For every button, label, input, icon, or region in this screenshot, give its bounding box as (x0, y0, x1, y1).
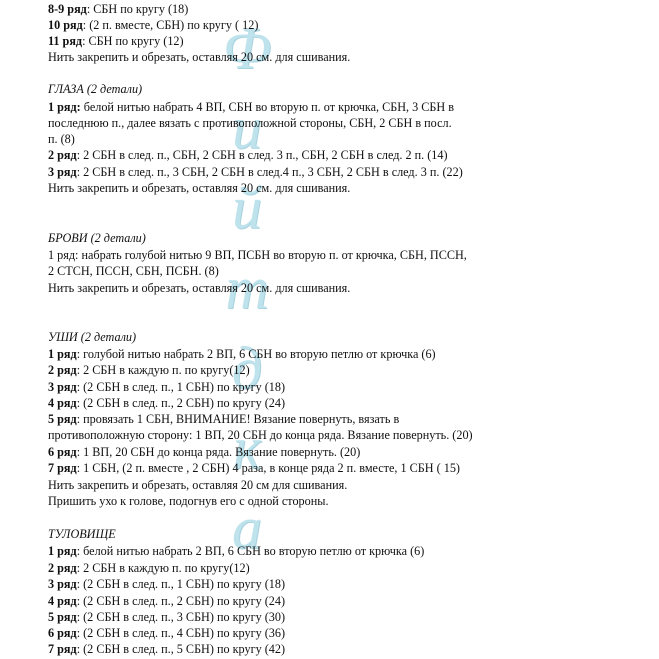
row-text: Нить закрепить и обрезать, оставляя 20 см. для сшивания. (48, 181, 351, 195)
text-line (48, 594, 285, 609)
row-text: : (2 СБН в след. п., 2 СБН) по кругу (24) (76, 594, 286, 608)
row-label: 5 ряд (48, 412, 77, 426)
text-line (48, 34, 184, 49)
text-line (48, 642, 285, 657)
row-text: 1 ряд: набрать голубой нитью 9 ВП, ПСБН во вторую п. от крючка, СБН, ПССН, (48, 248, 467, 262)
text-line (48, 363, 250, 378)
text-line (48, 412, 399, 427)
text-line (48, 100, 454, 115)
watermark-letter: и (232, 95, 262, 161)
row-text: противоположную сторону: 1 ВП, 20 СБН до конца ряда. Вязание повернуть. (20) (48, 428, 473, 442)
text-line (48, 148, 448, 163)
text-line (48, 347, 436, 362)
row-text: Нить закрепить и обрезать, оставляя 20 см для сшивания. (48, 478, 348, 492)
text-line (48, 248, 467, 263)
text-line (48, 50, 350, 65)
row-text: : (2 СБН в след. п., 5 СБН) по кругу (42) (76, 642, 286, 656)
row-text: п. (8) (48, 132, 75, 146)
row-label: 2 ряд (48, 148, 77, 162)
text-line (48, 577, 285, 592)
row-label: 4 ряд (48, 594, 77, 608)
text-line (48, 181, 350, 196)
row-text: : 2 СБН в каждую п. по кругу(12) (76, 561, 250, 575)
row-label: 4 ряд (48, 396, 77, 410)
row-label: 1 ряд (48, 544, 77, 558)
watermark-letter: а (232, 495, 262, 561)
text-line (48, 2, 188, 17)
watermark-letter: д (231, 335, 263, 401)
row-label: 2 ряд (48, 363, 77, 377)
text-line (48, 380, 285, 395)
section-heading: ТУЛОВИЩЕ (48, 527, 116, 541)
watermark-letter: к (232, 415, 262, 481)
text-line (48, 116, 452, 131)
row-label: 6 ряд (48, 626, 77, 640)
row-text: Пришить ухо к голове, подогнув его с одной стороны. (48, 494, 329, 508)
watermark-letter: й (232, 175, 262, 241)
row-label: 6 ряд (48, 445, 77, 459)
row-text: Нить закрепить и обрезать, оставляя 20 см. для сшивания. (48, 50, 351, 64)
text-line (48, 445, 360, 460)
row-text: : СБН по кругу (12) (82, 34, 184, 48)
row-text: белой нитью набрать 4 ВП, СБН во вторую п. от крючка, СБН, 3 СБН в (80, 100, 455, 114)
text-line (48, 544, 424, 559)
row-text: : (2 п. вместе, СБН) по кругу ( 12) (82, 18, 259, 32)
text-line (48, 461, 460, 476)
row-text: 2 СТСН, ПССН, СБН, ПСБН. (8) (48, 264, 219, 278)
row-text: : (2 СБН в след. п., 4 СБН) по кругу (36) (76, 626, 286, 640)
text-line (48, 396, 285, 411)
section-heading: УШИ (2 детали) (48, 330, 137, 344)
text-line (48, 561, 250, 576)
watermark-letter: т (225, 255, 269, 321)
text-line (48, 428, 473, 443)
text-line (48, 626, 285, 641)
row-text: : (2 СБН в след. п., 1 СБН) по кругу (18) (76, 380, 286, 394)
row-text: : голубой нитью набрать 2 ВП, 6 СБН во вторую петлю от крючка (6) (76, 347, 436, 361)
row-text: : провязать 1 СБН, ВНИМАНИЕ! Вязание повернуть, вязать в (76, 412, 400, 426)
row-text: : (2 СБН в след. п., 1 СБН) по кругу (18) (76, 577, 286, 591)
row-text: : 1 СБН, (2 п. вместе , 2 СБН) 4 раза, в конце ряда 2 п. вместе, 1 СБН ( 15) (76, 461, 460, 475)
text-line (48, 281, 350, 296)
row-label: 7 ряд (48, 461, 77, 475)
row-text: Нить закрепить и обрезать, оставляя 20 см. для сшивания. (48, 281, 351, 295)
text-line (48, 494, 329, 509)
row-label: 8-9 ряд (48, 2, 87, 16)
text-line (48, 610, 285, 625)
text-line (48, 165, 463, 180)
row-label: 10 ряд (48, 18, 83, 32)
row-label: 1 ряд: (48, 100, 81, 114)
row-text: : (2 СБН в след. п., 2 СБН) по кругу (24) (76, 396, 286, 410)
row-text: последнюю п., далее вязать с противоположной стороны, СБН, 2 СБН в посл. (48, 116, 452, 130)
section-heading: БРОВИ (2 детали) (48, 231, 146, 245)
row-label: 3 ряд (48, 165, 77, 179)
row-text: : 2 СБН в каждую п. по кругу(12) (76, 363, 250, 377)
section-heading: ГЛАЗА (2 детали) (48, 82, 143, 96)
row-label: 11 ряд (48, 34, 83, 48)
text-line (48, 264, 219, 279)
row-label: 3 ряд (48, 380, 77, 394)
row-text: : СБН по кругу (18) (86, 2, 189, 16)
row-text: : 1 ВП, 20 СБН до конца ряда. Вязание повернуть. (20) (76, 445, 361, 459)
row-text: : 2 СБН в след. п., СБН, 2 СБН в след. 3 п., СБН, 2 СБН в след. 2 п. (14) (76, 148, 448, 162)
row-label: 1 ряд (48, 347, 77, 361)
row-text: : 2 СБН в след. п., 3 СБН, 2 СБН в след.4 п., 3 СБН, 2 СБН в след. 3 п. (22) (76, 165, 463, 179)
row-label: 3 ряд (48, 577, 77, 591)
text-line (48, 478, 347, 493)
row-text: : белой нитью набрать 2 ВП, 6 СБН во вторую петлю от крючка (6) (76, 544, 425, 558)
row-label: 7 ряд (48, 642, 77, 656)
watermark-letter: Ф (222, 15, 272, 81)
row-label: 2 ряд (48, 561, 77, 575)
row-text: : (2 СБН в след. п., 3 СБН) по кругу (30) (76, 610, 286, 624)
text-line (48, 132, 75, 147)
text-line (48, 18, 258, 33)
row-label: 5 ряд (48, 610, 77, 624)
